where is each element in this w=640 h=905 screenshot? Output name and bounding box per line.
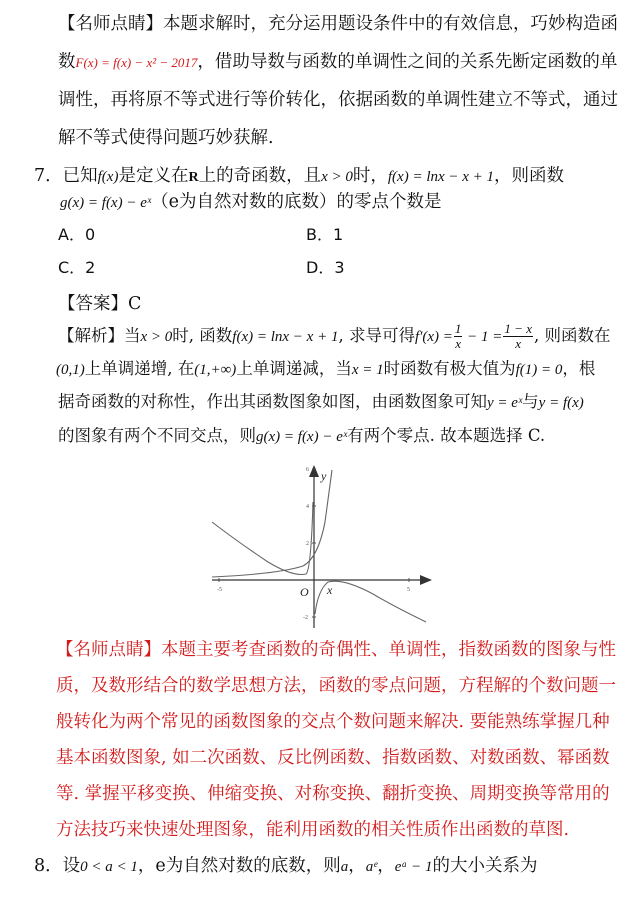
origin-label: O (300, 585, 309, 599)
analysis-e2: y = f(x) (538, 395, 584, 411)
prev-tip-text-1: 本题求解时，充分运用题设条件中的有效信息，巧妙构造函 (163, 14, 618, 34)
tip-label: 【名师点睛】 (56, 640, 161, 660)
y-tick-label-4: 4 (306, 504, 309, 510)
q8-text-a: 设 (62, 856, 81, 876)
derivative-lhs: f′(x) = (414, 329, 453, 345)
tip-line-6: 方法技巧来快速处理图象，能利用函数的相关性质作出函数的草图. (56, 820, 570, 840)
option-c: C．2 (58, 258, 96, 277)
q8-number: 8． (34, 856, 63, 876)
analysis-f1: f(x) = lnx − x + 1 (232, 329, 339, 345)
tip-line-2: 质，及数形结合的数学思想方法，函数的零点问题，方程解的个数问题一 (56, 676, 616, 696)
analysis-line-2 (56, 357, 595, 382)
prev-tip-line-4: 解不等式使得问题巧妙获解. (58, 128, 274, 148)
analysis-line-3 (58, 390, 584, 415)
tip-line-1 (56, 638, 616, 662)
y-tick-label-neg2: -2 (303, 615, 308, 621)
prev-tip-line-3: 调性，再将原不等式进行等价转化，依据函数的单调性建立不等式，通过 (58, 90, 618, 110)
analysis-e1: y = eˣ (487, 395, 523, 411)
fraction-1-den: x (455, 336, 462, 351)
prev-tip-line-2 (58, 50, 617, 75)
q7-text-d: 时， (352, 166, 388, 186)
analysis-t10: 与 (522, 392, 539, 411)
q7-condition: x > 0 (321, 169, 353, 185)
q7-line-2 (60, 190, 441, 215)
prev-tip-line-1 (58, 12, 618, 36)
interval-increasing: (0,1) (56, 362, 85, 378)
y-axis-label: y (321, 469, 327, 483)
tip-text-1: 本题主要考查函数的奇偶性、单调性，指数函数的图象与性 (161, 640, 616, 660)
q8-a: a (340, 859, 349, 875)
x-axis-label: x (327, 583, 333, 597)
q7-fx: f(x) (97, 169, 119, 185)
answer-label: 【答案】 (58, 294, 128, 314)
analysis-f2: f(1) = 0 (515, 362, 563, 378)
analysis-line-4 (58, 424, 545, 449)
option-d: D．3 (306, 258, 345, 277)
q7-f-definition: f(x) = lnx − x + 1 (387, 169, 495, 185)
tip-line-3: 般转化为两个常见的函数图象的交点个数问题来解决. 要能熟练掌握几种 (56, 712, 610, 732)
q7-text-a: 已知 (62, 166, 98, 186)
q8-a-power-e: aᵉ (365, 859, 378, 875)
q8-text-b: ，e为自然对数的底数，则 (137, 856, 341, 876)
answer-line (58, 292, 141, 316)
analysis-t12: 有两个零点. 故本题选择 C. (347, 426, 546, 445)
q8-sep-2: ， (377, 856, 395, 876)
fraction-2 (503, 322, 533, 351)
y-tick-label-6: 6 (306, 467, 309, 473)
interval-decreasing: (1,+∞) (194, 362, 237, 378)
q8-sep-1: ， (348, 856, 366, 876)
function-graph (208, 462, 440, 632)
analysis-line-1 (58, 322, 610, 351)
x-tick-label-5: 5 (407, 587, 410, 593)
fraction-2-num: 1 − x (504, 321, 532, 336)
fraction-2-den: x (515, 336, 522, 351)
minus-one: − 1 = (463, 329, 503, 345)
analysis-t2: 时, 函数 (172, 326, 233, 345)
y-tick-label-2: 2 (306, 541, 309, 547)
q8-line (34, 854, 537, 879)
q7-text-f: （e为自然对数的底数）的零点个数是 (151, 192, 442, 212)
option-a: A．0 (58, 225, 96, 244)
analysis-t5: 上单调递增, 在 (84, 359, 195, 378)
analysis-t1: 当 (124, 326, 141, 345)
odd-function-left-branch (212, 502, 313, 575)
q8-condition: 0 < a < 1 (80, 859, 138, 875)
real-set-symbol: R (188, 170, 199, 185)
q7-text-c: 上的奇函数，且 (198, 166, 322, 186)
q7-g-definition: g(x) = f(x) − eˣ (60, 195, 152, 211)
analysis-t8: ，根 (562, 359, 596, 378)
construct-function: F(x) = f(x) − x² − 2017 (75, 55, 198, 70)
q8-e-power-a-minus-1: eᵃ − 1 (394, 859, 433, 875)
analysis-t3: , 求导可得 (338, 326, 415, 345)
analysis-g1: g(x) = f(x) − eˣ (256, 429, 348, 445)
prev-tip-label: 【名师点睛】 (58, 14, 163, 34)
q7-line-1 (34, 164, 564, 190)
analysis-t6: 上单调递减，当 (236, 359, 352, 378)
analysis-t11: 的图象有两个不同交点，则 (58, 426, 256, 445)
fraction-1 (454, 322, 463, 351)
analysis-t7: 时函数有极大值为 (383, 359, 516, 378)
analysis-t9: 据奇函数的对称性，作出其函数图象如图，由函数图象可知 (58, 392, 487, 411)
prev-tip-prefix: 数 (58, 52, 76, 72)
q8-text-c: 的大小关系为 (432, 856, 538, 876)
analysis-c2: x = 1 (351, 362, 384, 378)
x-axis (212, 575, 432, 585)
prev-tip-text-2: ，借助导数与函数的单调性之间的关系先断定函数的单 (197, 52, 618, 72)
tip-line-5: 等. 掌握平移变换、伸缩变换、对称变换、翻折变换、周期变换等常用的 (56, 784, 610, 804)
q7-text-b: 是定义在 (118, 166, 189, 186)
fraction-1-num: 1 (454, 321, 462, 336)
analysis-label: 【解析】 (58, 326, 124, 345)
tip-line-4: 基本函数图象, 如二次函数、反比例函数、指数函数、对数函数、幂函数 (56, 748, 610, 768)
option-b: B．1 (306, 225, 344, 244)
x-tick-label-neg5: -5 (217, 587, 222, 593)
q7-text-e: ，则函数 (494, 166, 565, 186)
answer-value: C (128, 294, 142, 314)
analysis-t4: , 则函数在 (533, 326, 611, 345)
analysis-c1: x > 0 (140, 329, 173, 345)
q7-number: 7． (34, 166, 63, 186)
